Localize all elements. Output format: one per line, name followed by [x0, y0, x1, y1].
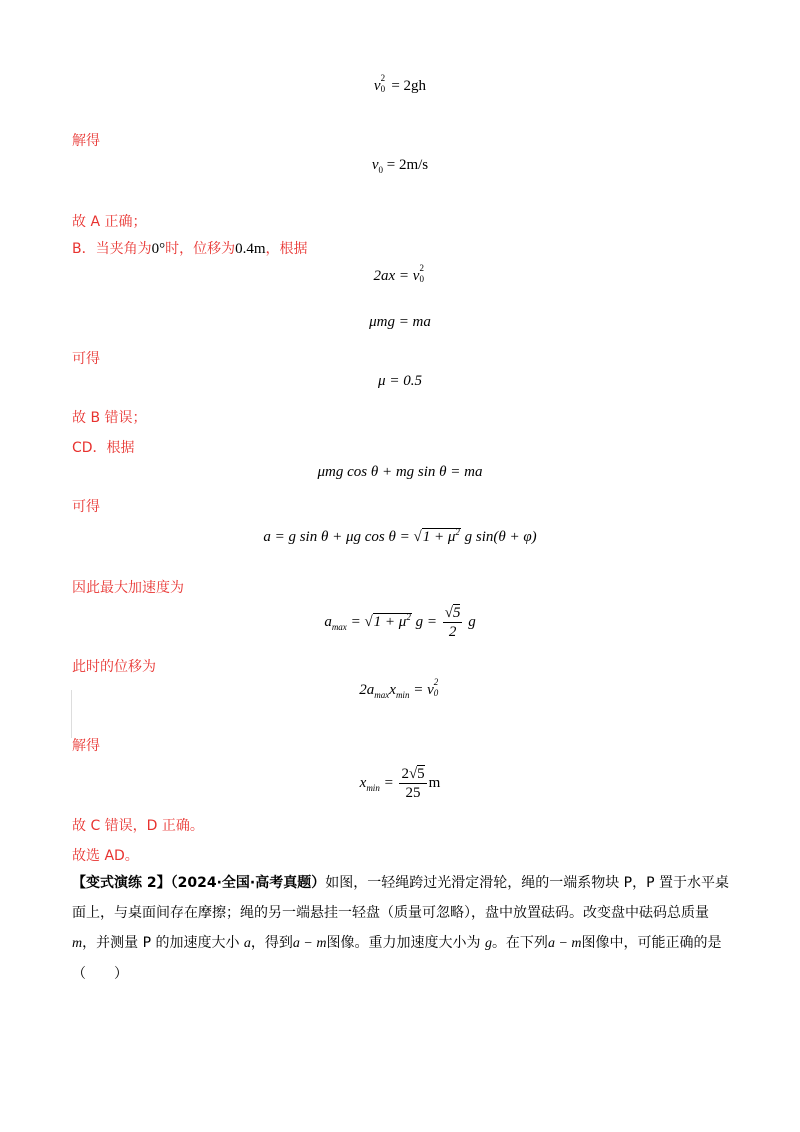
question-tag: 【变式演练 2】	[72, 875, 171, 891]
label-jiede: 解得	[72, 133, 100, 149]
angle-value: 0°	[151, 241, 166, 257]
eq-rest: = 2gh	[387, 78, 427, 94]
eq-op: =	[379, 774, 398, 791]
question-source: （2024·全国·高考真题）	[170, 875, 326, 891]
eq-rest: = 2m/s	[383, 157, 429, 173]
sup: 2	[433, 677, 439, 687]
equation-mu-value: μ = 0.5	[378, 373, 422, 389]
label-jiede-2: 解得	[72, 738, 100, 754]
label-max-acceleration: 因此最大加速度为	[72, 580, 184, 596]
text: ，根据	[265, 241, 308, 257]
sub: 0	[419, 274, 424, 284]
displacement-value: 0.4m	[235, 241, 266, 257]
numerator: √5	[444, 605, 461, 621]
sup: 2	[419, 263, 424, 273]
sub: min	[366, 782, 380, 793]
text: B．当夹角为	[72, 241, 152, 257]
answer-bracket: （ ）	[72, 966, 128, 982]
line-a-correct: 故 A 正确；	[72, 214, 147, 230]
denominator: 25	[405, 785, 421, 801]
sup: 2	[455, 527, 460, 537]
var-a-m: a − m	[547, 936, 582, 951]
line-b-condition	[72, 238, 308, 258]
equation-force-balance: μmg cos θ + mg sin θ = ma	[317, 464, 483, 480]
var-v: v	[373, 78, 381, 94]
numerator: 2√5	[401, 766, 425, 782]
radicand: 5	[417, 766, 425, 782]
sub: max	[331, 621, 347, 632]
equation-acceleration	[0, 527, 800, 546]
fraction	[443, 604, 463, 641]
line-cd: CD．根据	[72, 440, 135, 456]
var-x: x	[389, 682, 396, 698]
equation-v0-value	[0, 157, 800, 175]
eq-tail: g	[464, 613, 476, 630]
var-v: v	[412, 268, 420, 284]
eq-lhs: 2a	[359, 682, 375, 698]
sub: 0	[380, 84, 386, 94]
radicand: 1 + μ	[373, 613, 407, 630]
sub: max	[374, 690, 390, 700]
question-text: 。在下列	[491, 935, 548, 951]
sub: min	[395, 690, 410, 700]
radicand: 5	[452, 605, 461, 621]
var-m: m	[72, 936, 83, 951]
equation-mumg-ma: μmg = ma	[369, 314, 431, 330]
sup: 2	[406, 611, 411, 622]
label-displacement: 此时的位移为	[72, 659, 156, 675]
question-text: 如图，一轻绳跨过光滑定滑轮，绳的一端系物块 P，P 置于水平桌面上，与桌面间存在摩擦；绳的另一端悬挂一轻盘（质量可忽略），盘中放置砝码。改变盘中砝码总质量	[72, 875, 730, 921]
unit: m	[428, 774, 441, 791]
eq-lhs: 2ax =	[373, 268, 413, 284]
equation-x-min	[0, 765, 800, 802]
fraction	[399, 765, 426, 802]
question-variant-2	[72, 868, 732, 989]
eq-g: g =	[411, 613, 441, 630]
var-a: a	[324, 613, 332, 630]
var-a-m: a − m	[292, 936, 327, 951]
line-b-wrong: 故 B 错误；	[72, 410, 147, 426]
eq-op: =	[346, 613, 365, 630]
var-v: v	[427, 682, 434, 698]
label-kede-2: 可得	[72, 499, 100, 515]
equation-a-max	[0, 604, 800, 641]
var-x: x	[359, 774, 367, 791]
question-text: ，得到	[250, 935, 293, 951]
radicand: 1 + μ	[422, 529, 456, 545]
line-choose-ad: 故选 AD。	[72, 848, 139, 864]
question-text: 图像中，可能正确的是	[581, 935, 722, 951]
var-a: a	[243, 936, 251, 951]
sub: 0	[378, 165, 384, 175]
equation-v0-squared-2gh	[0, 73, 800, 95]
var-g: g	[484, 936, 492, 951]
eq-op: =	[409, 682, 428, 698]
sqrt: $√1 + \mu^2$	[364, 611, 411, 630]
eq-lhs: a = g sin θ + μg cos θ =	[263, 529, 414, 545]
sup: 2	[380, 73, 386, 83]
line-c-wrong-d-correct: 故 C 错误，D 正确。	[72, 818, 204, 834]
sub: 0	[433, 688, 439, 698]
var-v: v	[371, 157, 379, 173]
num-coef: 2	[401, 766, 409, 782]
question-text: 图像。重力加速度大小为	[326, 935, 485, 951]
sqrt: $√1 + \mu^2$	[413, 527, 460, 545]
question-text: ，并测量 P 的加速度大小	[82, 935, 244, 951]
label-kede: 可得	[72, 351, 100, 367]
eq-rhs: g sin(θ + φ)	[460, 529, 537, 545]
denominator: 2	[448, 624, 457, 640]
text: 时，位移为	[165, 241, 236, 257]
equation-2amax-xmin	[0, 677, 800, 700]
equation-2ax	[0, 263, 800, 285]
